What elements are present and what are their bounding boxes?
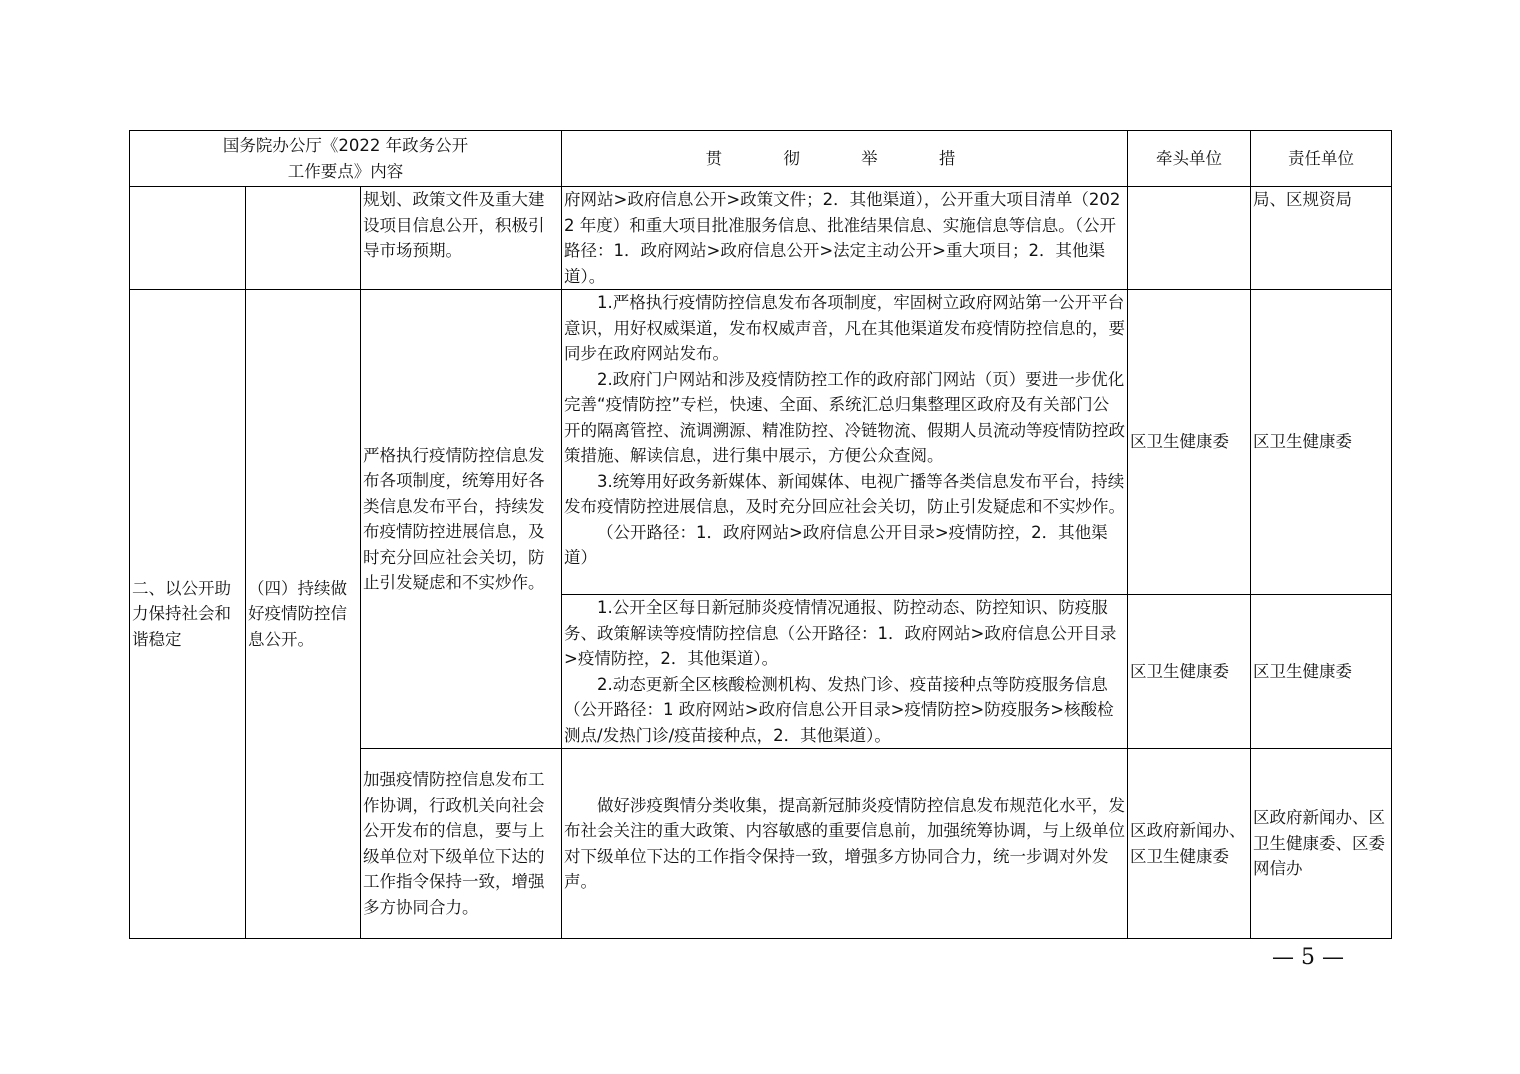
empty-category-cell [130,187,246,290]
subcategory-cell: （四）持续做好疫情防控信息公开。 [246,290,361,939]
responsible-unit-a1: 区卫生健康委 [1251,290,1392,595]
measures-a1-cell [562,290,1128,595]
responsible-unit-cell: 局、区规资局 [1251,187,1392,290]
responsible-unit-b: 区政府新闻办、区卫生健康委、区委网信办 [1251,749,1392,939]
measure-a2-p1: 1.公开全区每日新冠肺炎疫情情况通报、防控动态、防控知识、防疫服务、政策解读等疫情防控信息（公开路径：1．政府网站>政府信息公开目录>疫情防控，2．其他渠道）。 [564,598,1117,668]
measure-a1-p3: 3.统筹用好政务新媒体、新闻媒体、电视广播等各类信息发布平台，持续发布疫情防控进展信息，及时充分回应社会关切，防止引发疑虑和不实炒作。 [564,471,1126,516]
header-content-line1: 国务院办公厅《2022 年政务公开 [222,136,469,155]
empty-subcategory-cell [246,187,361,290]
item-b-cell: 加强疫情防控信息发布工作协调，行政机关向社会公开发布的信息，要与上级单位对下级单位下达的工作指令保持一致，增强多方协同合力。 [361,749,562,939]
header-content-cell [130,131,562,187]
measures-a2-cell [562,595,1128,749]
measure-a2-p2: 2.动态更新全区核酸检测机构、发热门诊、疫苗接种点等防疫服务信息（公开路径：1 政府网站>政府信息公开目录>疫情防控>防疫服务>核酸检测点/发热门诊/疫苗接种点，2．其他渠道）。 [564,674,1114,745]
measure-b-text: 做好涉疫舆情分类收集，提高新冠肺炎疫情防控信息发布规范化水平，发布社会关注的重大政策、内容敏感的重要信息前，加强统筹协调，与上级单位对下级单位下达的工作指令保持一致，增强多方协同合力，统一步调对外发声。 [564,795,1126,891]
measure-a1-p4: （公开路径：1．政府网站>政府信息公开目录>疫情防控，2．其他渠道） [564,522,1108,567]
header-content-line2: 工作要点》内容 [287,161,404,181]
header-measures: 贯 彻 举 措 [562,131,1128,187]
measure-a1-p2: 2.政府门户网站和涉及疫情防控工作的政府部门网站（页）要进一步优化完善“疫情防控”专栏，快速、全面、系统汇总归集整理区政府及有关部门公开的隔离管控、流调溯源、精准防控、冷链物流、假期人员流动等疫情防控政策措施、解读信息，进行集中展示，方便公众查阅。 [564,369,1126,465]
category-cell: 二、以公开助力保持社会和谐稳定 [130,290,246,939]
table-row-epidemic-1 [130,290,1392,595]
header-responsible-unit: 责任单位 [1251,131,1392,187]
item-cell: 规划、政策文件及重大建设项目信息公开，积极引导市场预期。 [361,187,562,290]
responsible-unit-a2: 区卫生健康委 [1251,595,1392,749]
measure-a1-p1: 1.严格执行疫情防控信息发布各项制度，牢固树立政府网站第一公开平台意识，用好权威渠道，发布权威声音，凡在其他渠道发布疫情防控信息的，要同步在政府网站发布。 [564,293,1126,363]
lead-unit-b: 区政府新闻办、区卫生健康委 [1128,749,1251,939]
measures-b-cell [562,749,1128,939]
table-row-continued [130,187,1392,290]
lead-unit-a1: 区卫生健康委 [1128,290,1251,595]
measures-cell: 府网站>政府信息公开>政策文件；2．其他渠道），公开重大项目清单（2022 年度）和重大项目批准服务信息、批准结果信息、实施信息等信息。（公开路径：1．政府网站>政府信息公开>法定主动公开>重大项目；2．其他渠道）。 [562,187,1128,290]
item-a-cell: 严格执行疫情防控信息发布各项制度，统筹用好各类信息发布平台，持续发布疫情防控进展信息，及时充分回应社会关切，防止引发疑虑和不实炒作。 [361,290,562,749]
lead-unit-a2: 区卫生健康委 [1128,595,1251,749]
page-number: — 5 — [1272,945,1344,970]
lead-unit-cell [1128,187,1251,290]
header-lead-unit: 牵头单位 [1128,131,1251,187]
policy-table [129,130,1392,939]
table-header-row [130,131,1392,187]
